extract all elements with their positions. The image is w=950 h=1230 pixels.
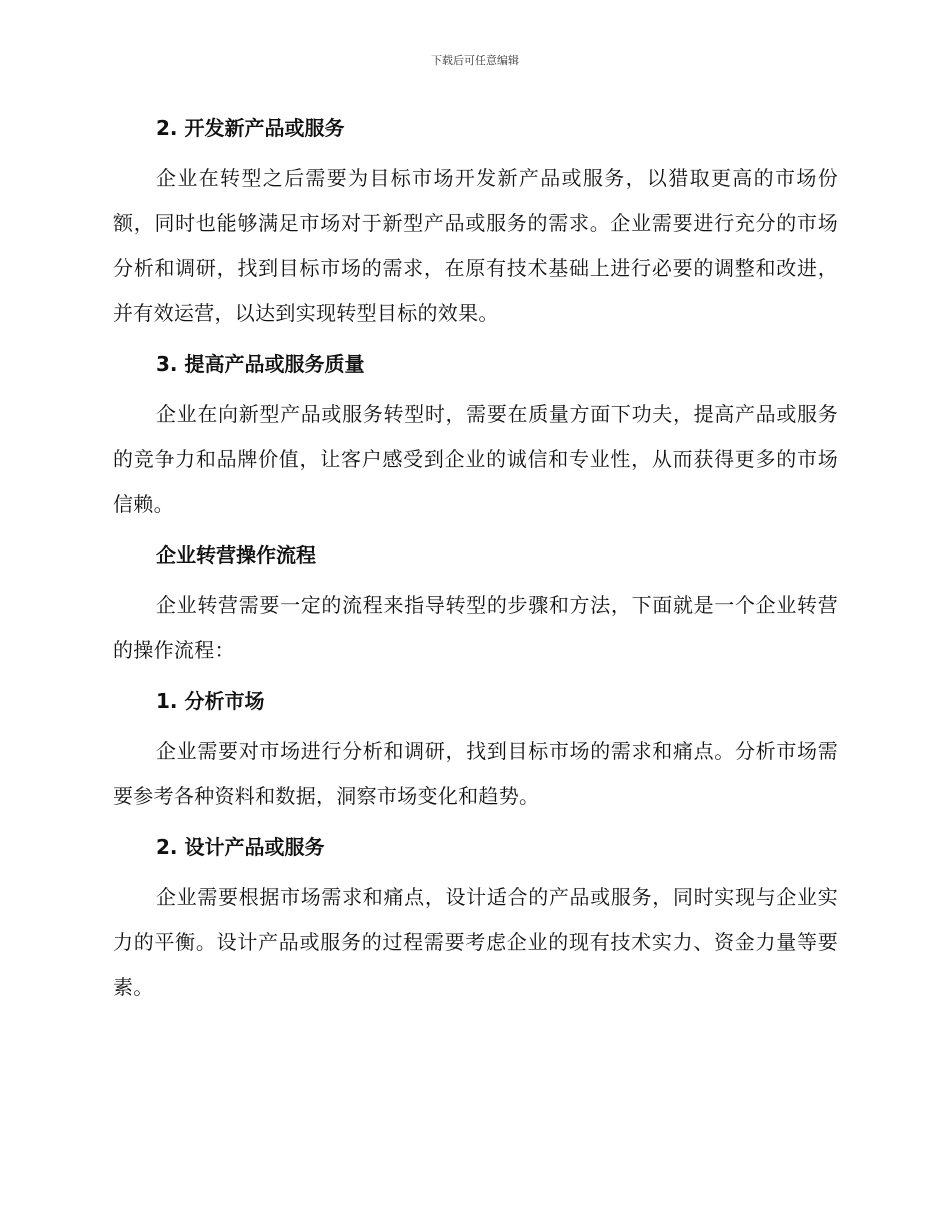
section-paragraph: 企业转营需要一定的流程来指导转型的步骤和方法，下面就是一个企业转营的操作流程：: [113, 593, 838, 662]
section-heading: 1. 分析市场: [156, 689, 265, 713]
document-body: [113, 112, 838, 1010]
section-paragraph: 企业需要根据市场需求和痛点，设计适合的产品或服务，同时实现与企业实力的平衡。设计产品或服务的过程需要考虑企业的现有技术实力、资金力量等要素。: [113, 885, 838, 999]
section-heading: 2. 开发新产品或服务: [156, 116, 345, 140]
section-paragraph: 企业在向新型产品或服务转型时，需要在质量方面下功夫，提高产品或服务的竞争力和品牌价值，让客户感受到企业的诚信和专业性，从而获得更多的市场信赖。: [113, 402, 838, 516]
section-heading: 企业转营操作流程: [156, 543, 316, 567]
section-heading: 3. 提高产品或服务质量: [156, 352, 365, 376]
section-paragraph: 企业需要对市场进行分析和调研，找到目标市场的需求和痛点。分析市场需要参考各种资料和数据，洞察市场变化和趋势。: [113, 739, 838, 808]
section-heading: 2. 设计产品或服务: [156, 835, 325, 859]
page-header-note: 下载后可任意编辑: [431, 54, 519, 67]
section-paragraph: 企业在转型之后需要为目标市场开发新产品或服务，以猎取更高的市场份额，同时也能够满足市场对于新型产品或服务的需求。企业需要进行充分的市场分析和调研，找到目标市场的需求，在原有技术基础上进行必要的调整和改进，并有效运营，以达到实现转型目标的效果。: [113, 166, 838, 325]
